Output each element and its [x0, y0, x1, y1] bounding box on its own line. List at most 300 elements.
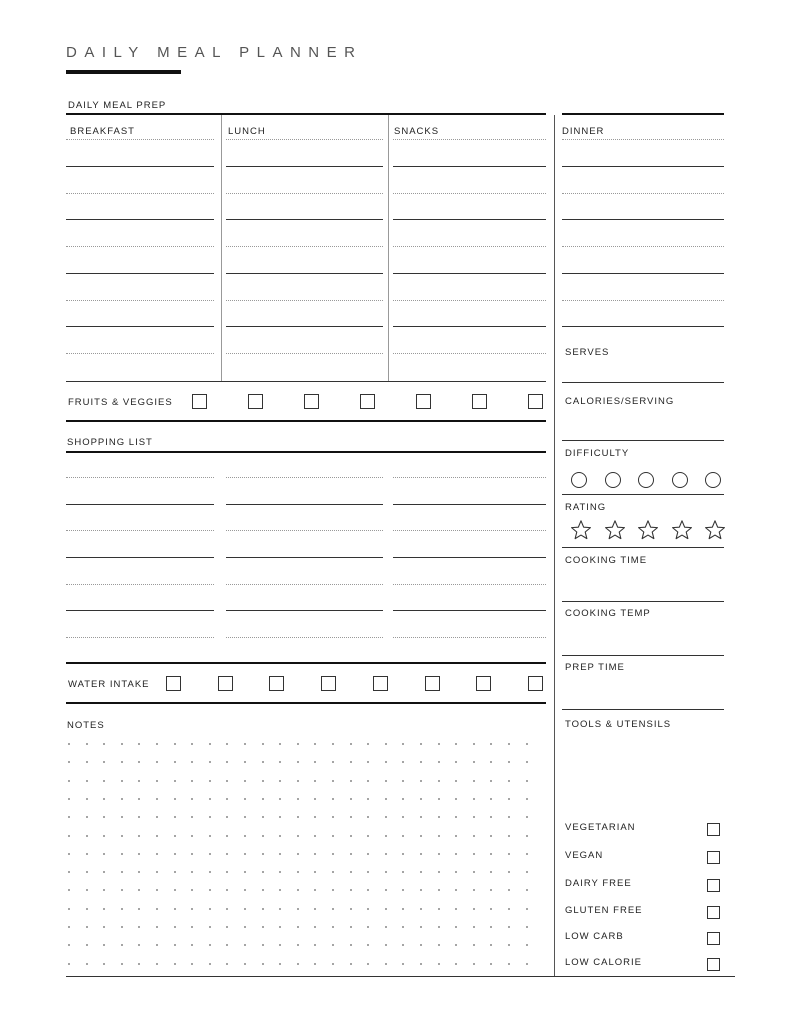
fruits-veggies-checkbox[interactable] — [528, 394, 543, 409]
dot-grid-point — [209, 871, 211, 873]
dot-grid-point — [473, 944, 475, 946]
dot-grid-point — [156, 835, 158, 837]
dot-grid-point — [174, 871, 176, 873]
dot-grid-point — [174, 908, 176, 910]
dot-grid-point — [473, 780, 475, 782]
dot-grid-point — [244, 889, 246, 891]
dot-grid-point — [226, 816, 228, 818]
dot-grid-point — [350, 798, 352, 800]
dot-grid-point — [103, 780, 105, 782]
dot-grid-point — [438, 871, 440, 873]
dot-grid-point — [402, 963, 404, 965]
writing-line — [393, 300, 546, 301]
dot-grid-point — [226, 908, 228, 910]
field-rule — [562, 601, 724, 602]
dot-grid-point — [490, 780, 492, 782]
dot-grid-point — [490, 743, 492, 745]
shopping-list-heading: SHOPPING LIST — [67, 437, 153, 448]
prep-time-label: PREP TIME — [565, 662, 625, 673]
field-rule — [562, 655, 724, 656]
dot-grid-point — [297, 743, 299, 745]
dot-grid-point — [121, 816, 123, 818]
shopping-line — [393, 504, 546, 505]
writing-line — [226, 353, 383, 354]
dot-grid-point — [121, 853, 123, 855]
dot-grid-point — [191, 926, 193, 928]
dot-grid-point — [209, 743, 211, 745]
dot-grid-point — [490, 798, 492, 800]
dot-grid-point — [138, 944, 140, 946]
dot-grid-point — [103, 798, 105, 800]
field-rule — [562, 440, 724, 441]
dot-grid-point — [314, 944, 316, 946]
dot-grid-point — [402, 835, 404, 837]
dot-grid-point — [385, 761, 387, 763]
field-rule — [562, 709, 724, 710]
dot-grid-point — [455, 926, 457, 928]
dot-grid-point — [455, 816, 457, 818]
dot-grid-point — [174, 926, 176, 928]
water-intake-checkbox[interactable] — [373, 676, 388, 691]
diet-checkbox[interactable] — [707, 851, 720, 864]
shopping-line — [66, 477, 214, 478]
snacks-label: SNACKS — [394, 126, 440, 137]
dot-grid-point — [138, 798, 140, 800]
dot-grid-point — [68, 761, 70, 763]
dot-grid-point — [367, 889, 369, 891]
dot-grid-point — [244, 743, 246, 745]
dot-grid-point — [455, 871, 457, 873]
dot-grid-point — [473, 926, 475, 928]
dot-grid-point — [332, 853, 334, 855]
shopping-line — [66, 504, 214, 505]
dot-grid-point — [279, 908, 281, 910]
dot-grid-point — [402, 761, 404, 763]
dot-grid-point — [191, 908, 193, 910]
dot-grid-point — [420, 926, 422, 928]
dot-grid-point — [367, 835, 369, 837]
dot-grid-point — [209, 908, 211, 910]
dot-grid-point — [508, 816, 510, 818]
writing-line — [226, 326, 383, 327]
dot-grid-point — [385, 798, 387, 800]
dot-grid-point — [209, 853, 211, 855]
field-rule — [562, 547, 724, 548]
dot-grid-point — [103, 908, 105, 910]
dot-grid-point — [490, 816, 492, 818]
dot-grid-point — [402, 889, 404, 891]
dinner-rule — [562, 113, 724, 115]
writing-line — [393, 353, 546, 354]
dot-grid-point — [244, 853, 246, 855]
meal-prep-rule — [66, 113, 546, 115]
dot-grid-point — [508, 944, 510, 946]
diet-checkbox[interactable] — [707, 906, 720, 919]
dot-grid-point — [438, 798, 440, 800]
page-title: DAILY MEAL PLANNER — [66, 44, 363, 61]
dot-grid-point — [191, 798, 193, 800]
dot-grid-point — [68, 816, 70, 818]
dot-grid-point — [402, 871, 404, 873]
dot-grid-point — [226, 743, 228, 745]
water-intake-checkbox[interactable] — [476, 676, 491, 691]
dot-grid-point — [385, 743, 387, 745]
dot-grid-point — [279, 853, 281, 855]
dot-grid-point — [297, 835, 299, 837]
dot-grid-point — [508, 798, 510, 800]
writing-line — [66, 193, 214, 194]
dot-grid-point — [209, 835, 211, 837]
dot-grid-point — [86, 816, 88, 818]
shopping-line — [393, 637, 546, 638]
dot-grid-point — [350, 816, 352, 818]
dot-grid-point — [191, 853, 193, 855]
dot-grid-point — [332, 761, 334, 763]
rating-label: RATING — [565, 502, 607, 513]
dot-grid-point — [68, 871, 70, 873]
dot-grid-point — [402, 743, 404, 745]
dot-grid-point — [103, 761, 105, 763]
dot-grid-point — [191, 835, 193, 837]
dot-grid-point — [473, 761, 475, 763]
dot-grid-point — [279, 944, 281, 946]
dot-grid-point — [455, 889, 457, 891]
section-rule — [66, 702, 546, 704]
writing-line — [393, 166, 546, 167]
writing-line — [66, 219, 214, 220]
water-intake-checkbox[interactable] — [425, 676, 440, 691]
dot-grid-point — [279, 798, 281, 800]
diet-label: DAIRY FREE — [565, 878, 632, 889]
column-divider — [388, 115, 389, 381]
dot-grid-point — [473, 908, 475, 910]
shopping-line — [226, 504, 383, 505]
lunch-label: LUNCH — [228, 126, 266, 137]
water-intake-checkbox[interactable] — [269, 676, 284, 691]
dot-grid-point — [262, 889, 264, 891]
dot-grid-point — [508, 761, 510, 763]
dot-grid-point — [121, 798, 123, 800]
dot-grid-point — [121, 761, 123, 763]
dot-grid-point — [420, 871, 422, 873]
dot-grid-point — [156, 780, 158, 782]
meal-prep-heading: DAILY MEAL PREP — [68, 100, 167, 111]
fruits-veggies-checkbox[interactable] — [416, 394, 431, 409]
dot-grid-point — [526, 853, 528, 855]
dot-grid-point — [508, 780, 510, 782]
dot-grid-point — [191, 743, 193, 745]
fruits-veggies-checkbox[interactable] — [360, 394, 375, 409]
dot-grid-point — [121, 871, 123, 873]
dot-grid-point — [68, 853, 70, 855]
dot-grid-point — [385, 853, 387, 855]
dot-grid-point — [420, 853, 422, 855]
writing-line — [226, 273, 383, 274]
dot-grid-point — [385, 835, 387, 837]
dot-grid-point — [103, 889, 105, 891]
dot-grid-point — [262, 761, 264, 763]
dot-grid-point — [262, 963, 264, 965]
writing-line — [226, 193, 383, 194]
diet-label: LOW CARB — [565, 931, 624, 942]
writing-line — [226, 219, 383, 220]
shopping-line — [226, 637, 383, 638]
shopping-line — [66, 584, 214, 585]
right-bottom-rule — [554, 976, 735, 977]
writing-line — [393, 273, 546, 274]
dot-grid-point — [138, 889, 140, 891]
dot-grid-point — [138, 761, 140, 763]
dot-grid-point — [350, 761, 352, 763]
writing-line — [562, 273, 724, 274]
dot-grid-point — [490, 761, 492, 763]
tools-label: TOOLS & UTENSILS — [565, 719, 672, 730]
shopping-line — [226, 477, 383, 478]
dot-grid-point — [314, 926, 316, 928]
dot-grid-point — [156, 853, 158, 855]
dot-grid-point — [86, 889, 88, 891]
shopping-line — [393, 530, 546, 531]
dot-grid-point — [420, 944, 422, 946]
writing-line — [562, 246, 724, 247]
dot-grid-point — [86, 761, 88, 763]
dot-grid-point — [490, 889, 492, 891]
dot-grid-point — [526, 743, 528, 745]
dot-grid-point — [438, 926, 440, 928]
star-icon[interactable] — [570, 519, 592, 541]
dot-grid-point — [332, 871, 334, 873]
diet-checkbox[interactable] — [707, 879, 720, 892]
dot-grid-point — [385, 926, 387, 928]
dot-grid-point — [385, 963, 387, 965]
dot-grid-point — [86, 835, 88, 837]
writing-line — [562, 193, 724, 194]
dot-grid-point — [350, 889, 352, 891]
dot-grid-point — [262, 780, 264, 782]
dot-grid-point — [490, 871, 492, 873]
dot-grid-point — [314, 889, 316, 891]
difficulty-circle[interactable] — [638, 472, 654, 488]
dot-grid-point — [490, 926, 492, 928]
dot-grid-point — [402, 780, 404, 782]
water-intake-checkbox[interactable] — [166, 676, 181, 691]
dot-grid-point — [138, 908, 140, 910]
dot-grid-point — [244, 798, 246, 800]
dot-grid-point — [438, 835, 440, 837]
difficulty-circle[interactable] — [605, 472, 621, 488]
writing-line — [66, 139, 214, 140]
dot-grid-point — [490, 908, 492, 910]
dot-grid-point — [103, 743, 105, 745]
dot-grid-point — [438, 889, 440, 891]
right-column-divider — [554, 115, 555, 977]
dot-grid-point — [191, 944, 193, 946]
dot-grid-point — [350, 835, 352, 837]
dot-grid-point — [209, 963, 211, 965]
dot-grid-point — [138, 835, 140, 837]
dot-grid-point — [455, 798, 457, 800]
water-intake-label: WATER INTAKE — [68, 679, 150, 690]
field-rule — [562, 382, 724, 383]
dot-grid-point — [473, 816, 475, 818]
writing-line — [226, 300, 383, 301]
difficulty-circle[interactable] — [571, 472, 587, 488]
star-icon[interactable] — [637, 519, 659, 541]
dot-grid-point — [473, 853, 475, 855]
difficulty-label: DIFFICULTY — [565, 448, 630, 459]
dot-grid-point — [332, 780, 334, 782]
dot-grid-point — [314, 963, 316, 965]
fruits-veggies-checkbox[interactable] — [304, 394, 319, 409]
dot-grid-point — [473, 743, 475, 745]
dot-grid-point — [209, 761, 211, 763]
dot-grid-point — [350, 926, 352, 928]
star-icon[interactable] — [671, 519, 693, 541]
diet-label: VEGAN — [565, 850, 604, 861]
writing-line — [393, 193, 546, 194]
shopping-line — [66, 637, 214, 638]
dot-grid-point — [244, 761, 246, 763]
dot-grid-point — [262, 871, 264, 873]
diet-checkbox[interactable] — [707, 823, 720, 836]
dot-grid-point — [350, 743, 352, 745]
dot-grid-point — [314, 853, 316, 855]
dot-grid-point — [420, 761, 422, 763]
diet-checkbox[interactable] — [707, 932, 720, 945]
dot-grid-point — [86, 853, 88, 855]
dot-grid-point — [508, 871, 510, 873]
water-intake-checkbox[interactable] — [528, 676, 543, 691]
dot-grid-point — [138, 743, 140, 745]
dot-grid-point — [420, 780, 422, 782]
dot-grid-point — [508, 908, 510, 910]
dot-grid-point — [138, 871, 140, 873]
section-rule — [66, 381, 546, 382]
dot-grid-point — [297, 944, 299, 946]
shopping-line — [393, 584, 546, 585]
dot-grid-point — [156, 889, 158, 891]
dot-grid-point — [86, 743, 88, 745]
dot-grid-point — [438, 780, 440, 782]
dot-grid-point — [438, 944, 440, 946]
diet-label: VEGETARIAN — [565, 822, 636, 833]
dot-grid-point — [350, 871, 352, 873]
dot-grid-point — [473, 835, 475, 837]
star-icon[interactable] — [704, 519, 726, 541]
water-intake-checkbox[interactable] — [218, 676, 233, 691]
dot-grid-point — [121, 963, 123, 965]
dot-grid-point — [138, 853, 140, 855]
dot-grid-point — [367, 853, 369, 855]
dot-grid-point — [68, 780, 70, 782]
dot-grid-point — [420, 963, 422, 965]
dot-grid-point — [244, 816, 246, 818]
dot-grid-point — [526, 798, 528, 800]
dot-grid-point — [385, 889, 387, 891]
dot-grid-point — [455, 780, 457, 782]
dot-grid-point — [332, 798, 334, 800]
dot-grid-point — [297, 963, 299, 965]
dot-grid-point — [226, 780, 228, 782]
dot-grid-point — [332, 926, 334, 928]
diet-checkbox[interactable] — [707, 958, 720, 971]
dot-grid-point — [385, 780, 387, 782]
dot-grid-point — [174, 944, 176, 946]
writing-line — [393, 246, 546, 247]
dot-grid-point — [297, 780, 299, 782]
dot-grid-point — [68, 889, 70, 891]
dot-grid-point — [121, 743, 123, 745]
dot-grid-point — [367, 871, 369, 873]
dot-grid-point — [121, 944, 123, 946]
shopping-line — [226, 584, 383, 585]
dot-grid-point — [508, 926, 510, 928]
diet-label: GLUTEN FREE — [565, 905, 643, 916]
dot-grid-point — [191, 761, 193, 763]
dot-grid-point — [68, 944, 70, 946]
dot-grid-point — [526, 926, 528, 928]
dot-grid-point — [279, 761, 281, 763]
dot-grid-point — [314, 835, 316, 837]
dot-grid-point — [297, 871, 299, 873]
dot-grid-point — [279, 926, 281, 928]
dot-grid-point — [191, 816, 193, 818]
dot-grid-point — [420, 889, 422, 891]
dot-grid-point — [332, 835, 334, 837]
writing-line — [66, 166, 214, 167]
dot-grid-point — [262, 835, 264, 837]
dot-grid-point — [473, 798, 475, 800]
dot-grid-point — [526, 908, 528, 910]
fruits-veggies-checkbox[interactable] — [472, 394, 487, 409]
dot-grid-point — [297, 761, 299, 763]
dot-grid-point — [508, 853, 510, 855]
dot-grid-point — [526, 963, 528, 965]
dot-grid-point — [244, 908, 246, 910]
dot-grid-point — [262, 926, 264, 928]
dot-grid-point — [121, 908, 123, 910]
difficulty-circle[interactable] — [672, 472, 688, 488]
water-intake-checkbox[interactable] — [321, 676, 336, 691]
dot-grid-point — [156, 944, 158, 946]
dot-grid-point — [490, 944, 492, 946]
dot-grid-point — [420, 798, 422, 800]
dot-grid-point — [402, 908, 404, 910]
dot-grid-point — [68, 963, 70, 965]
dot-grid-point — [156, 926, 158, 928]
dot-grid-point — [68, 743, 70, 745]
calories-label: CALORIES/SERVING — [565, 396, 675, 407]
dot-grid-point — [156, 871, 158, 873]
dot-grid-point — [420, 743, 422, 745]
dot-grid-point — [103, 926, 105, 928]
dot-grid-point — [86, 944, 88, 946]
difficulty-circle[interactable] — [705, 472, 721, 488]
dot-grid-point — [350, 963, 352, 965]
dot-grid-point — [367, 798, 369, 800]
dot-grid-point — [138, 963, 140, 965]
dot-grid-point — [508, 743, 510, 745]
dot-grid-point — [174, 853, 176, 855]
shopping-line — [66, 610, 214, 611]
star-icon[interactable] — [604, 519, 626, 541]
dot-grid-point — [226, 853, 228, 855]
fruits-veggies-checkbox[interactable] — [248, 394, 263, 409]
fruits-veggies-checkbox[interactable] — [192, 394, 207, 409]
dot-grid-point — [103, 871, 105, 873]
dot-grid-point — [262, 944, 264, 946]
dot-grid-point — [226, 871, 228, 873]
